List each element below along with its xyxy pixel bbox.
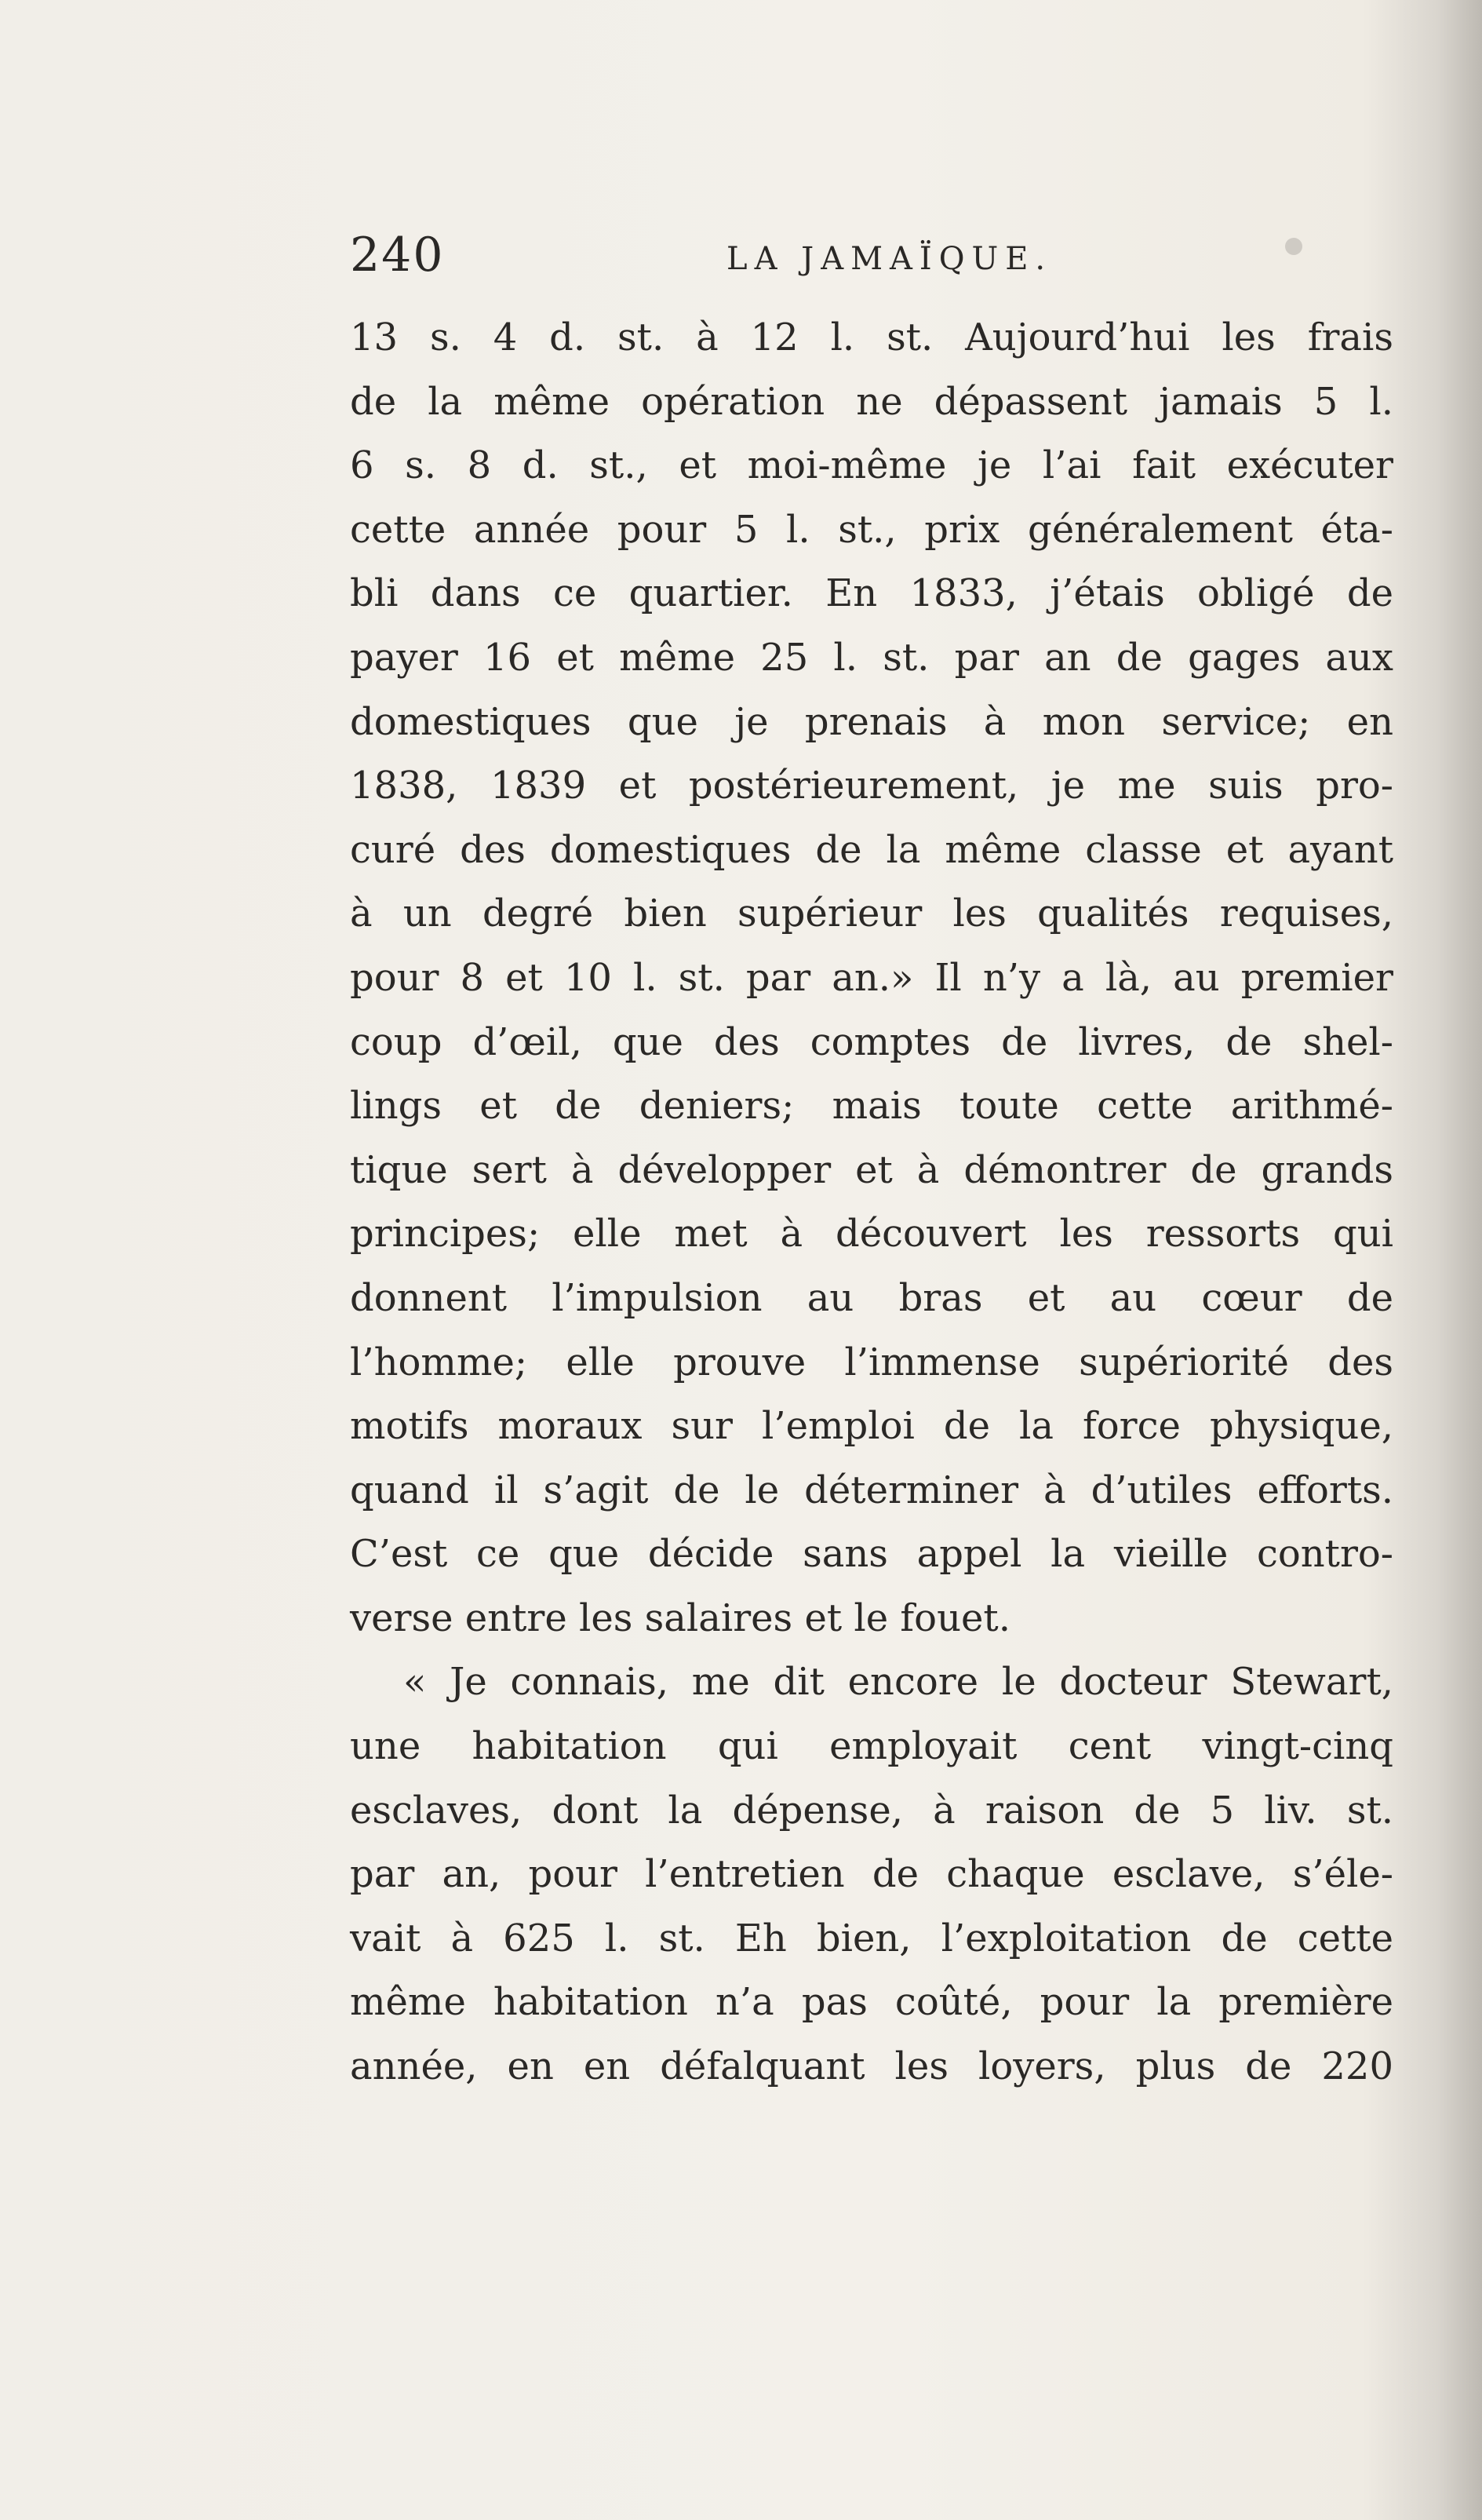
text-line: tique sert à développer et à démontrer de grands — [350, 1147, 1393, 1192]
text-line: donnent l’impulsion au bras et au cœur de — [350, 1275, 1393, 1320]
text-line: année, en en défalquant les loyers, plus de 220 — [350, 2044, 1393, 2089]
running-head: LA JAMAÏQUE. — [726, 241, 1053, 277]
page-number: 240 — [350, 228, 445, 283]
text-line: une habitation qui employait cent vingt-cinq — [350, 1724, 1393, 1769]
text-line: bli dans ce quartier. En 1833, j’étais obligé de — [350, 571, 1393, 616]
text-line: domestiques que je prenais à mon service; en — [350, 699, 1393, 744]
body-text — [350, 306, 1393, 2099]
text-line: de la même opération ne dépassent jamais 5 l. — [350, 379, 1393, 424]
text-line: motifs moraux sur l’emploi de la force physique, — [350, 1404, 1393, 1449]
text-line: payer 16 et même 25 l. st. par an de gages aux — [350, 635, 1393, 680]
text-line: 1838, 1839 et postérieurement, je me suis pro- — [350, 764, 1393, 808]
page-header — [350, 224, 1393, 286]
text-line: pour 8 et 10 l. st. par an.» Il n’y a là, au premier — [350, 955, 1393, 1000]
text-line: par an, pour l’entretien de chaque esclave, s’éle- — [350, 1852, 1393, 1897]
text-line-paragraph-start: « Je connais, me dit encore le docteur Stewart, — [403, 1660, 1393, 1705]
text-line: quand il s’agit de le déterminer à d’utiles efforts. — [350, 1468, 1393, 1512]
text-line: à un degré bien supérieur les qualités requises, — [350, 892, 1393, 936]
text-line-paragraph-end: verse entre les salaires et le fouet. — [350, 1596, 1010, 1640]
text-line: l’homme; elle prouve l’immense supériorité des — [350, 1340, 1393, 1384]
text-line: principes; elle met à découvert les ressorts qui — [350, 1212, 1393, 1256]
text-line: curé des domestiques de la même classe et ayant — [350, 827, 1393, 872]
text-line: coup d’œil, que des comptes de livres, de shel- — [350, 1019, 1393, 1064]
text-line: 6 s. 8 d. st., et moi-même je l’ai fait exécuter — [350, 443, 1393, 488]
text-line: même habitation n’a pas coûté, pour la première — [350, 1980, 1393, 2025]
text-line: vait à 625 l. st. Eh bien, l’exploitation de cette — [350, 1916, 1393, 1960]
text-line: C’est ce que décide sans appel la vieille contro- — [350, 1532, 1393, 1577]
text-line: 13 s. 4 d. st. à 12 l. st. Aujourd’hui les frais — [350, 315, 1393, 359]
text-line: esclaves, dont la dépense, à raison de 5 liv. st. — [350, 1788, 1393, 1833]
ink-spot — [1285, 238, 1302, 255]
text-line: lings et de deniers; mais toute cette arithmé- — [350, 1084, 1393, 1129]
text-line: cette année pour 5 l. st., prix généralement éta- — [350, 507, 1393, 552]
